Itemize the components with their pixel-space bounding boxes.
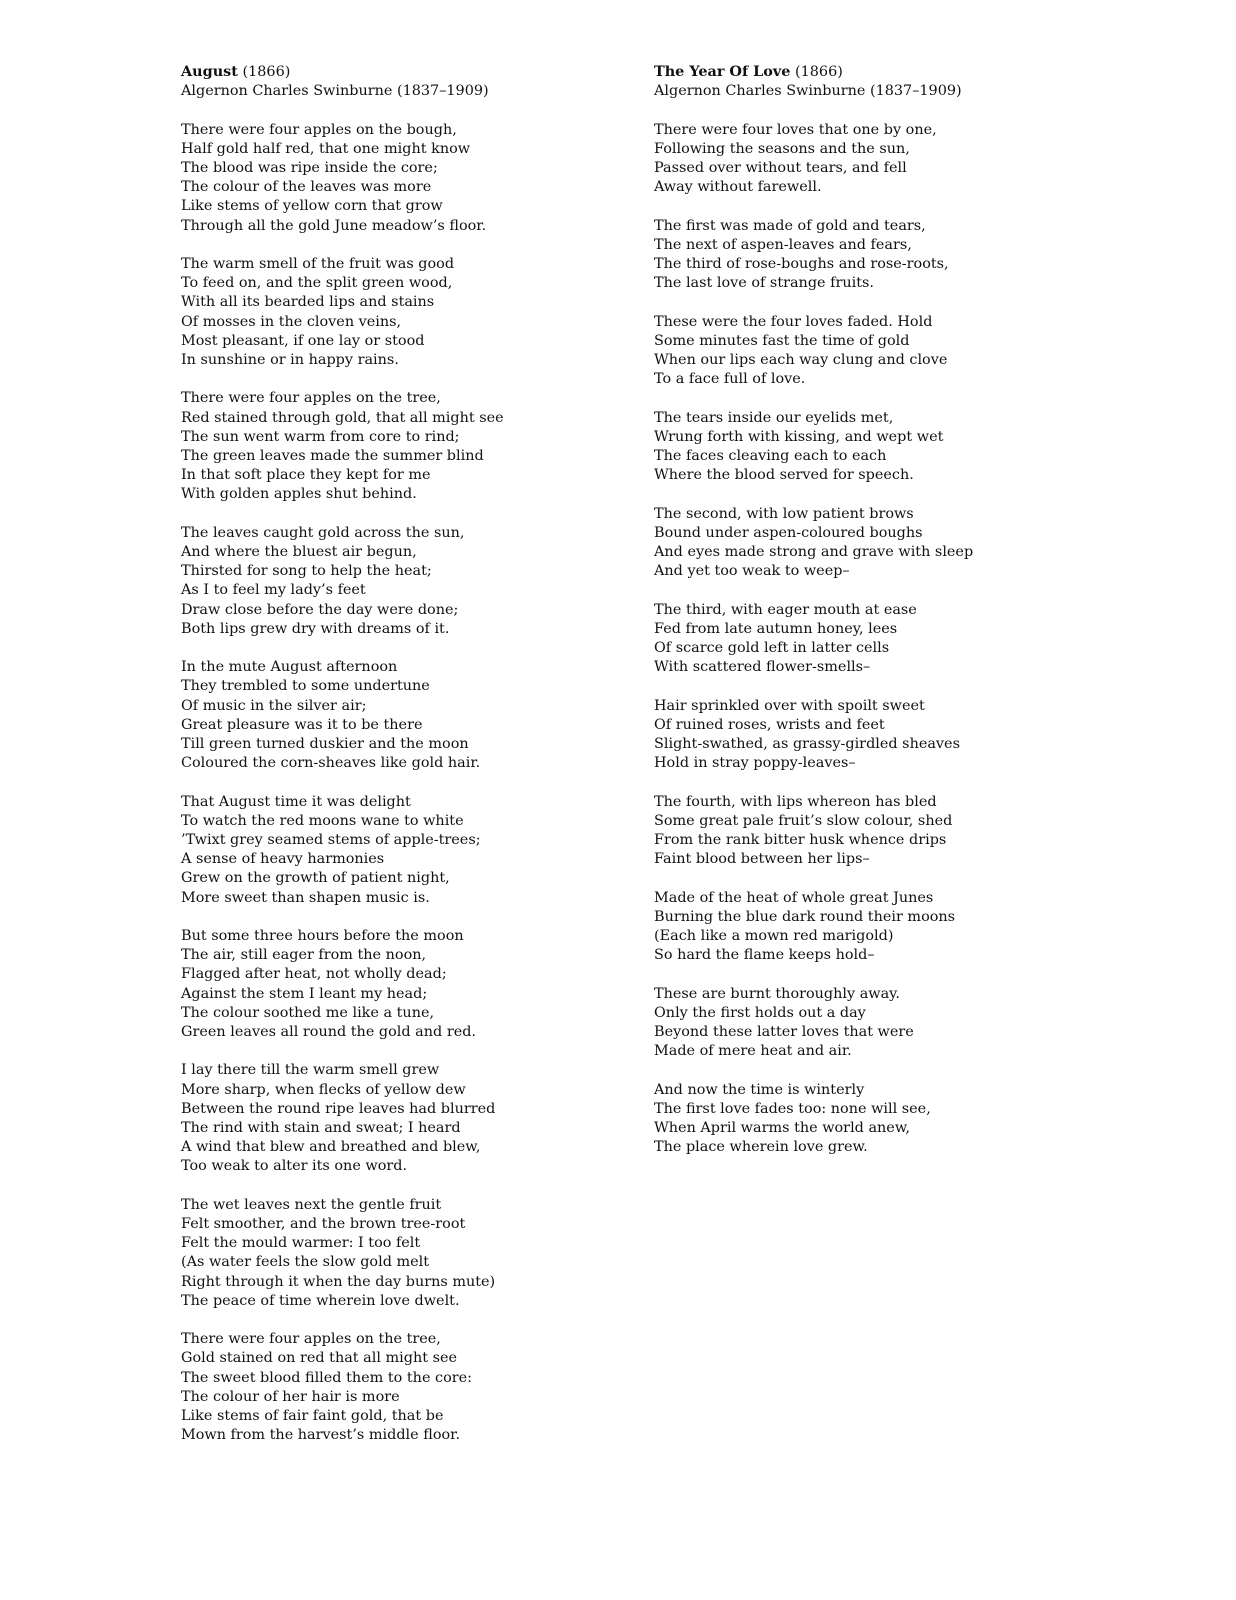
verse-line: The sun went warm from core to rind; — [181, 428, 460, 445]
verse-line: More sharp, when flecks of yellow dew — [181, 1081, 466, 1098]
poem-author: Algernon Charles Swinburne (1837–1909) — [181, 83, 489, 100]
verse-line: And eyes made strong and grave with sleep — [654, 544, 974, 560]
verse-line: Made of the heat of whole great Junes — [654, 889, 934, 906]
poem-stanzas — [654, 121, 1084, 1158]
verse-line: That August time it was delight — [181, 793, 411, 810]
poem-heading — [654, 62, 1084, 82]
verse-line: With golden apples shut behind. — [181, 486, 417, 503]
verse-line: So hard the flame keeps hold– — [654, 947, 875, 964]
stanza — [181, 1196, 611, 1311]
verse-line: Both lips grew dry with dreams of it. — [181, 620, 450, 637]
verse-line: Some minutes fast the time of gold — [654, 332, 910, 349]
verse-line: A wind that blew and breathed and blew, — [181, 1139, 481, 1156]
stanza — [181, 121, 611, 236]
verse-line: Right through it when the day burns mute) — [181, 1273, 496, 1290]
verse-line: Only the first holds out a day — [654, 1004, 866, 1021]
verse-line: There were four apples on the bough, — [181, 121, 457, 138]
verse-line: The fourth, with lips whereon has bled — [654, 793, 937, 810]
verse-line: Most pleasant, if one lay or stood — [181, 332, 425, 349]
stanza — [654, 601, 1084, 678]
stanza — [181, 658, 611, 773]
verse-line: There were four loves that one by one, — [654, 121, 937, 138]
poem-the-year-of-love — [654, 62, 1084, 1177]
verse-line: Burning the blue dark round their moons — [654, 908, 956, 925]
verse-line: Faint blood between her lips– — [654, 851, 870, 868]
stanza — [654, 409, 1084, 486]
verse-line: From the rank bitter husk whence drips — [654, 832, 947, 848]
verse-line: Bound under aspen-coloured boughs — [654, 524, 923, 541]
poem-year: (1866) — [242, 64, 291, 80]
verse-line: The warm smell of the fruit was good — [181, 256, 455, 272]
verse-line: Where the blood served for speech. — [654, 467, 914, 484]
verse-line: Made of mere heat and air. — [654, 1043, 852, 1060]
verse-line: There were four apples on the tree, — [181, 390, 441, 407]
verse-line: The wet leaves next the gentle fruit — [181, 1196, 442, 1213]
verse-line: The air, still eager from the noon, — [181, 947, 427, 964]
verse-line: Wrung forth with kissing, and wept wet — [654, 428, 944, 445]
verse-line: The colour of her hair is more — [181, 1388, 400, 1405]
verse-line: Of scarce gold left in latter cells — [654, 640, 890, 656]
verse-line: I lay there till the warm smell grew — [181, 1062, 440, 1079]
poem-heading — [181, 62, 611, 82]
stanza — [654, 793, 1084, 870]
verse-line: In the mute August afternoon — [181, 659, 398, 676]
verse-line: With scattered flower-smells– — [654, 659, 871, 676]
verse-line: The faces cleaving each to each — [654, 448, 887, 464]
verse-line: And yet too weak to weep– — [654, 563, 850, 580]
stanza — [181, 1330, 611, 1445]
verse-line: In that soft place they kept for me — [181, 467, 431, 484]
stanza — [181, 389, 611, 504]
verse-line: They trembled to some undertune — [181, 678, 430, 695]
stanza — [181, 793, 611, 908]
verse-line: When April warms the world anew, — [654, 1120, 911, 1136]
verse-line: The colour of the leaves was more — [181, 179, 432, 196]
verse-line: Thirsted for song to help the heat; — [181, 563, 432, 580]
verse-line: To feed on, and the split green wood, — [181, 275, 453, 292]
verse-line: In sunshine or in happy rains. — [181, 352, 399, 369]
verse-line: Away without farewell. — [654, 179, 822, 196]
verse-line: Great pleasure was it to be there — [181, 716, 423, 733]
stanza — [654, 985, 1084, 1062]
verse-line: As I to feel my lady’s feet — [181, 582, 366, 599]
stanza — [181, 524, 611, 639]
verse-line: The peace of time wherein love dwelt. — [181, 1292, 460, 1309]
verse-line: Of ruined roses, wrists and feet — [654, 716, 885, 733]
verse-line: The first love fades too: none will see, — [654, 1100, 931, 1117]
stanza — [181, 927, 611, 1042]
stanza — [654, 217, 1084, 294]
verse-line: More sweet than shapen music is. — [181, 889, 430, 906]
verse-line: Red stained through gold, that all might see — [181, 409, 504, 426]
verse-line: (Each like a mown red marigold) — [654, 928, 894, 944]
poem-author: Algernon Charles Swinburne (1837–1909) — [654, 83, 962, 100]
stanza — [654, 313, 1084, 390]
verse-line: Green leaves all round the gold and red. — [181, 1024, 477, 1041]
verse-line: Of mosses in the cloven veins, — [181, 313, 402, 330]
verse-line: Some great pale fruit’s slow colour, shed — [654, 812, 953, 829]
verse-line: But some three hours before the moon — [181, 928, 464, 945]
verse-line: Grew on the growth of patient night, — [181, 870, 450, 887]
verse-line: There were four apples on the tree, — [181, 1331, 441, 1348]
verse-line: The last love of strange fruits. — [654, 275, 874, 292]
stanza — [654, 697, 1084, 774]
verse-line: With all its bearded lips and stains — [181, 294, 435, 311]
verse-line: Passed over without tears, and fell — [654, 160, 907, 176]
verse-line: The first was made of gold and tears, — [654, 217, 926, 234]
poem-august — [181, 62, 611, 1465]
verse-line: Of music in the silver air; — [181, 697, 367, 714]
verse-line: Between the round ripe leaves had blurred — [181, 1100, 496, 1117]
poem-stanzas — [181, 121, 611, 1446]
stanza — [654, 121, 1084, 198]
stanza — [654, 1081, 1084, 1158]
verse-line: And where the bluest air begun, — [181, 544, 417, 561]
verse-line: (As water feels the slow gold melt — [181, 1254, 430, 1271]
verse-line: The green leaves made the summer blind — [181, 448, 484, 465]
verse-line: The blood was ripe inside the core; — [181, 160, 438, 176]
verse-line: Hold in stray poppy-leaves– — [654, 755, 856, 772]
verse-line: The second, with low patient brows — [654, 505, 914, 522]
verse-line: Fed from late autumn honey, lees — [654, 620, 898, 637]
verse-line: The third of rose-boughs and rose-roots, — [654, 256, 949, 272]
stanza — [181, 255, 611, 370]
verse-line: These are burnt thoroughly away. — [654, 985, 900, 1002]
poem-title: The Year Of Love — [654, 63, 791, 80]
stanza — [654, 889, 1084, 966]
verse-line: Gold stained on red that all might see — [181, 1350, 458, 1367]
verse-line: Following the seasons and the sun, — [654, 140, 910, 157]
verse-line: The tears inside our eyelids met, — [654, 409, 894, 426]
verse-line: Mown from the harvest’s middle floor. — [181, 1427, 461, 1444]
verse-line: Through all the gold June meadow’s floor. — [181, 217, 487, 234]
verse-line: The leaves caught gold across the sun, — [181, 524, 465, 541]
verse-line: Hair sprinkled over with spoilt sweet — [654, 697, 925, 714]
verse-line: Draw close before the day were done; — [181, 601, 459, 618]
verse-line: When our lips each way clung and clove — [654, 352, 948, 368]
poem-year: (1866) — [794, 64, 843, 80]
verse-line: The place wherein love grew. — [654, 1139, 868, 1156]
verse-line: Till green turned duskier and the moon — [181, 736, 469, 753]
verse-line: Slight-swathed, as grassy-girdled sheaves — [654, 736, 960, 752]
verse-line: Against the stem I leant my head; — [181, 985, 428, 1002]
verse-line: The rind with stain and sweat; I heard — [181, 1120, 461, 1137]
verse-line: Half gold half red, that one might know — [181, 140, 471, 157]
verse-line: The sweet blood filled them to the core: — [181, 1369, 473, 1386]
verse-line: Too weak to alter its one word. — [181, 1158, 408, 1175]
verse-line: To watch the red moons wane to white — [181, 812, 464, 829]
verse-line: ’Twixt grey seamed stems of apple-trees; — [181, 832, 481, 849]
verse-line: To a face full of love. — [654, 371, 806, 388]
verse-line: Flagged after heat, not wholly dead; — [181, 966, 447, 983]
verse-line: Like stems of yellow corn that grow — [181, 198, 443, 215]
verse-line: And now the time is winterly — [654, 1081, 865, 1098]
verse-line: Like stems of fair faint gold, that be — [181, 1408, 444, 1425]
verse-line: The colour soothed me like a tune, — [181, 1004, 435, 1021]
verse-line: Beyond these latter loves that were — [654, 1024, 914, 1040]
poem-title: August — [181, 63, 238, 80]
verse-line: Felt the mould warmer: I too felt — [181, 1235, 421, 1252]
stanza — [654, 505, 1084, 582]
verse-line: Felt smoother, and the brown tree-root — [181, 1216, 466, 1233]
verse-line: The next of aspen-leaves and fears, — [654, 236, 912, 253]
verse-line: These were the four loves faded. Hold — [654, 313, 933, 330]
verse-line: The third, with eager mouth at ease — [654, 601, 917, 618]
stanza — [181, 1061, 611, 1176]
verse-line: A sense of heavy harmonies — [181, 851, 385, 868]
verse-line: Coloured the corn-sheaves like gold hair. — [181, 755, 481, 772]
